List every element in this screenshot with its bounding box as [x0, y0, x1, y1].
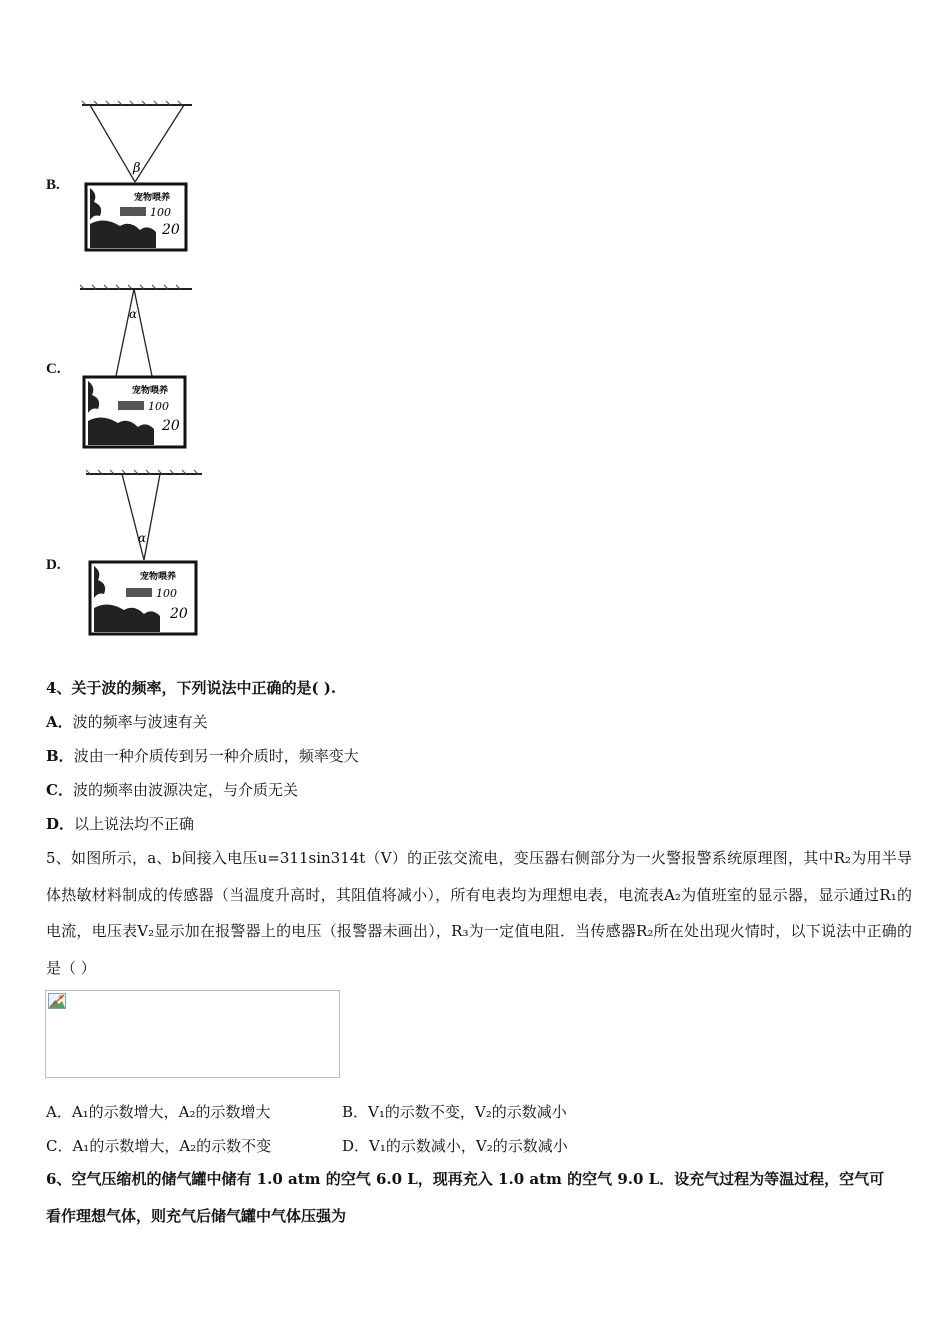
option-b-label: B.	[46, 177, 60, 193]
rope-right	[135, 105, 184, 182]
sign-title: 宠物喂养	[140, 572, 177, 582]
rope-left	[116, 289, 134, 376]
sign-label-box	[120, 207, 146, 216]
q6-stem-line2: 看作理想气体，则充气后储气罐中气体压强为	[46, 1207, 347, 1225]
q5-option-a: A．A₁的示数增大，A₂的示数增大	[46, 1103, 271, 1121]
rope-left	[90, 105, 135, 182]
option-letter: A．	[46, 713, 73, 731]
option-text: 以上说法均不正确	[74, 815, 195, 833]
hanging-sign-figure-d	[82, 468, 210, 643]
circuit-image-placeholder	[45, 990, 340, 1078]
sign-line3: 20	[170, 606, 188, 622]
q6-stem-line1: 6、空气压缩机的储气罐中储有 1.0 atm 的空气 6.0 L，现再充入 1.0 atm 的空气 9.0 L．设充气过程为等温过程，空气可	[46, 1170, 885, 1188]
sign-line3: 20	[162, 418, 180, 434]
broken-image-icon	[48, 993, 66, 1009]
q4-option-d	[46, 814, 916, 834]
sign-line3: 20	[162, 222, 180, 238]
sign-label-box	[118, 401, 144, 410]
option-letter: D．	[46, 815, 75, 833]
sign-title: 宠物喂养	[134, 193, 171, 203]
hanging-sign-figure-c	[76, 284, 201, 454]
sign-line2: 100	[148, 400, 169, 413]
angle-label: α	[129, 307, 138, 321]
rope-left	[122, 474, 147, 560]
hanging-sign-figure-b	[78, 100, 198, 255]
option-letter: C．	[46, 781, 73, 799]
q4-option-a	[46, 712, 916, 732]
angle-label: α	[138, 531, 147, 545]
angle-label: β	[133, 161, 141, 176]
q5-stem: 5、如图所示，a、b间接入电压u=311sin314t（V）的正弦交流电，变压器右侧部分为一火警报警系统原理图，其中R₂为用半导体热敏材料制成的传感器（当温度升高时，其阻值将减小），所有电表均为理想电表，电流表A₂为值班室的显示器，显示通过R₁的电流，电压表V₂显示加在报警器上的电压（报警器未画出），R₃为一定值电阻．当传感器R₂所在处出现火情时，以下说法中正确的是（ ）	[46, 849, 912, 977]
option-text: 波的频率由波源决定，与介质无关	[72, 781, 298, 799]
rope-right	[144, 474, 160, 560]
q4-option-b	[46, 746, 916, 766]
option-letter: B．	[46, 747, 74, 765]
q5-option-b: B．V₁的示数不变，V₂的示数减小	[342, 1103, 567, 1121]
sign-label-box	[126, 588, 152, 597]
sign-line2: 100	[150, 206, 171, 219]
q4-stem: 4、关于波的频率，下列说法中正确的是( ).	[46, 679, 337, 697]
q4-option-c	[46, 780, 916, 800]
q5-option-c: C．A₁的示数增大，A₂的示数不变	[46, 1137, 272, 1155]
rope-right	[134, 289, 152, 376]
option-text: 波由一种介质传到另一种介质时，频率变大	[73, 747, 359, 765]
option-text: 波的频率与波速有关	[72, 713, 208, 731]
q5-option-d: D．V₁的示数减小，V₂的示数减小	[342, 1137, 568, 1155]
sign-line2: 100	[156, 587, 177, 600]
sign-title: 宠物喂养	[132, 386, 169, 396]
option-d-label: D.	[46, 557, 61, 573]
option-c-label: C.	[46, 361, 61, 377]
